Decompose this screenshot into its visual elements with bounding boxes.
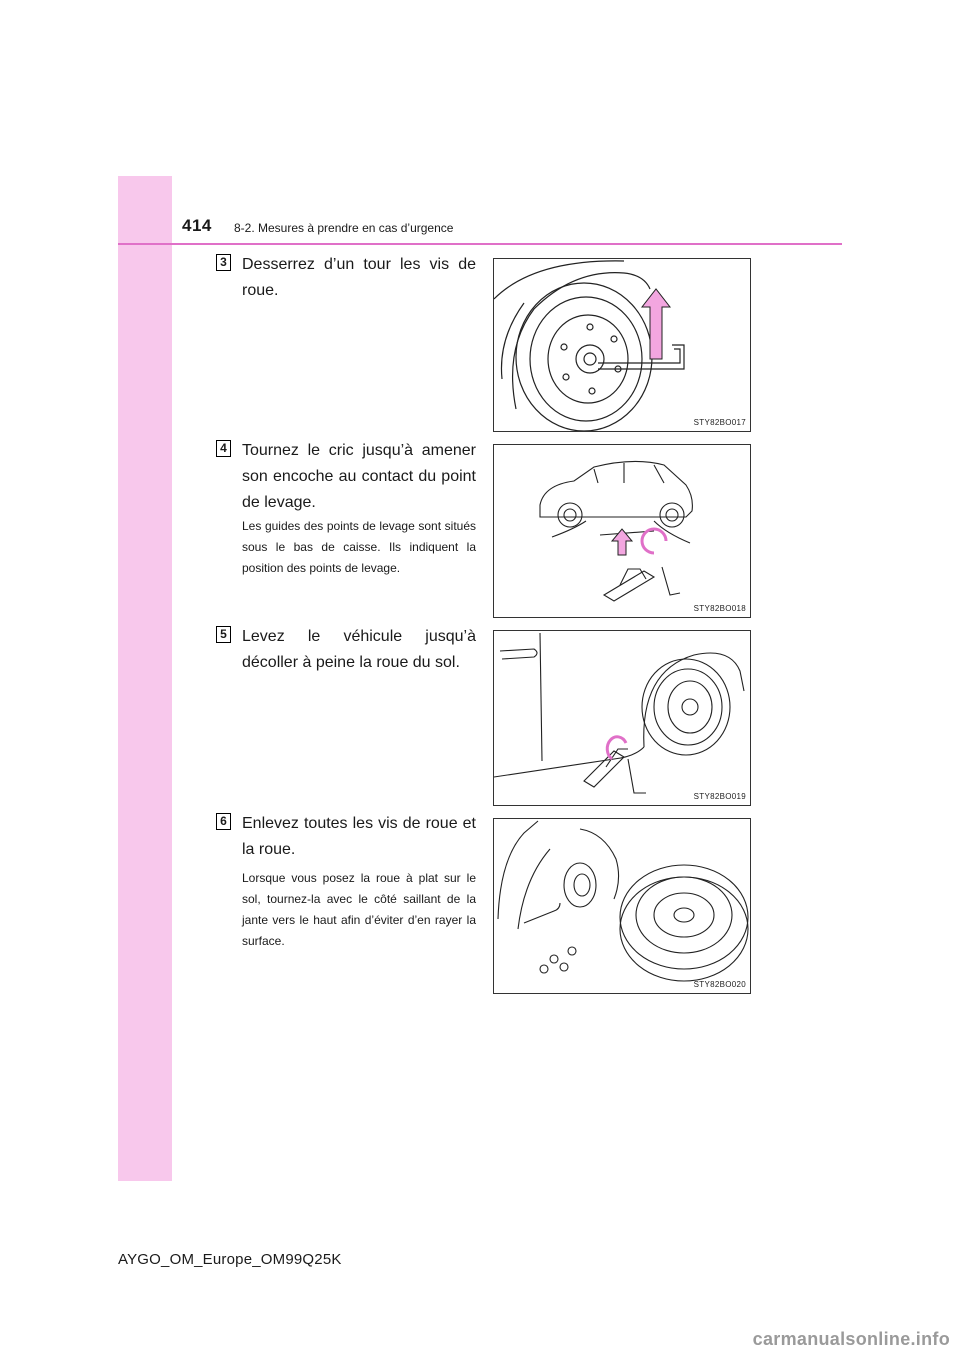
step-4-note: Les guides des points de levage sont situés sous le bas de caisse. Ils indiquent la position des points de levage.: [242, 519, 476, 575]
raised-car-illustration: [494, 631, 750, 805]
rotate-arrow-icon: [607, 737, 626, 759]
car-jack-illustration: [494, 445, 750, 617]
turn-arrow-icon: [642, 289, 670, 359]
figure-code: STY82BO020: [693, 980, 746, 989]
figure-code: STY82BO019: [693, 792, 746, 801]
step-5-title: Levez le véhicule jusqu’à décoller à peine la roue du sol.: [242, 628, 476, 671]
step-3-title: Desserrez d’un tour les vis de roue.: [242, 256, 476, 299]
step-badge-5: 5: [216, 626, 231, 643]
figure-remove-wheel: [493, 818, 751, 994]
wheel-wrench-illustration: [494, 259, 750, 431]
rotate-arrow-icon: [642, 529, 666, 553]
figure-code: STY82BO018: [693, 604, 746, 613]
step-6-title: Enlevez toutes les vis de roue et la roue.: [242, 815, 476, 858]
section-title: 8-2. Mesures à prendre en cas d’urgence: [234, 221, 454, 235]
step-6-note: Lorsque vous posez la roue à plat sur le sol, tournez-la avec le côté saillant de la jante vers le haut afin d’éviter d’en rayer la surface.: [242, 871, 476, 948]
figure-jack-lift-point: [493, 444, 751, 618]
figure-loosen-wheel-nuts: [493, 258, 751, 432]
step-badge-3: 3: [216, 254, 231, 271]
document-id: AYGO_OM_Europe_OM99Q25K: [118, 1251, 342, 1268]
step-4-title: Tournez le cric jusqu’à amener son encoche au contact du point de levage.: [242, 442, 476, 511]
watermark: carmanualsonline.info: [752, 1329, 950, 1349]
figure-code: STY82BO017: [693, 418, 746, 427]
figure-raise-vehicle: [493, 630, 751, 806]
header-rule: [118, 243, 842, 245]
page-number: 414: [182, 216, 212, 235]
removed-wheel-illustration: [494, 819, 750, 993]
chapter-sidebar: [118, 176, 172, 1181]
step-badge-6: 6: [216, 813, 231, 830]
step-badge-4: 4: [216, 440, 231, 457]
